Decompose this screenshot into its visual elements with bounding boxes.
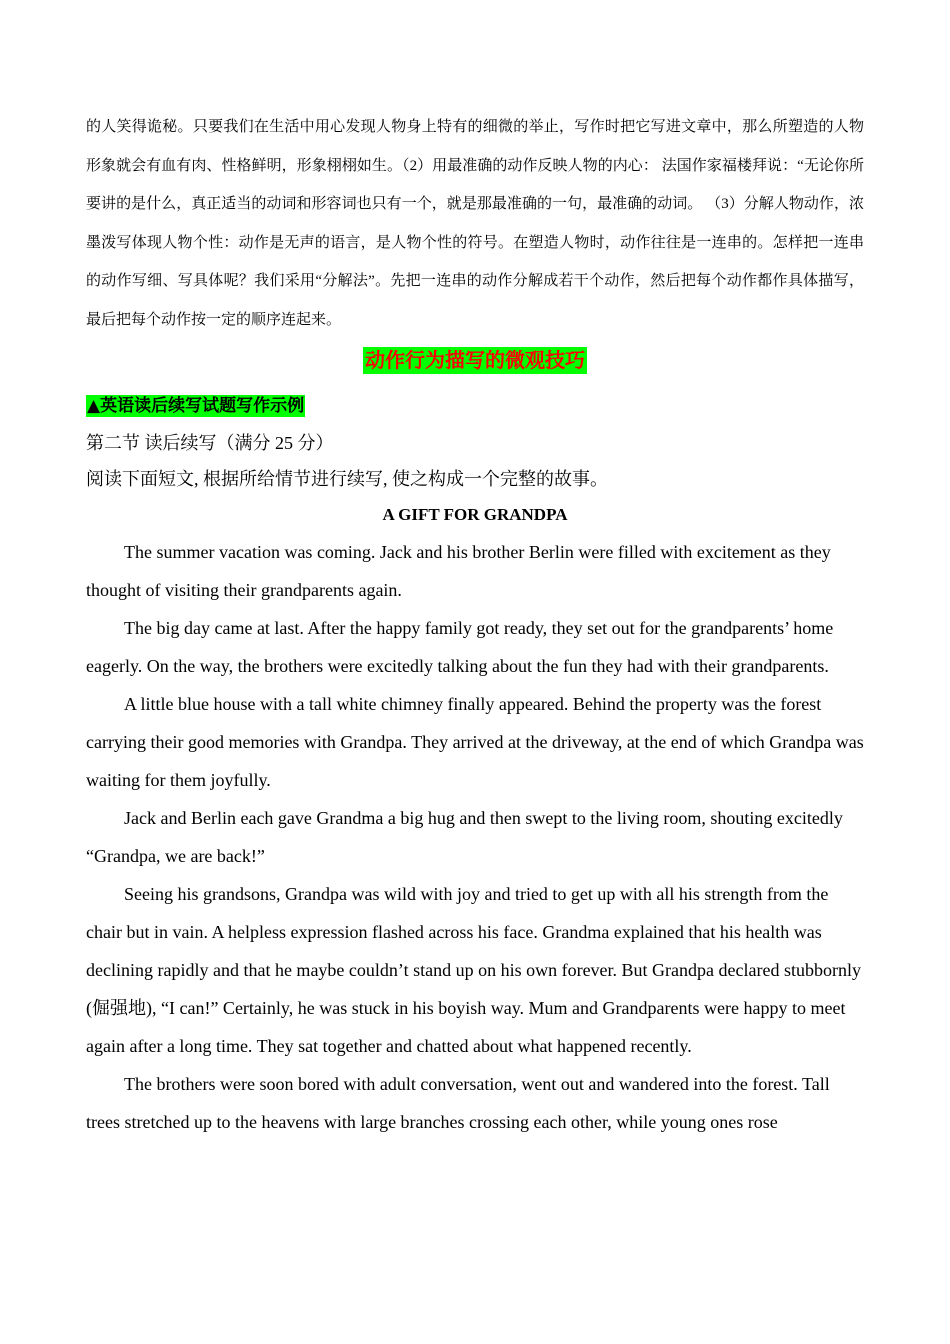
- section-heading: 动作行为描写的微观技巧: [365, 348, 585, 372]
- instruction-text: 阅读下面短文, 根据所给情节进行续写, 使之构成一个完整的故事。: [86, 469, 608, 489]
- example-heading: ▲英语读后续写试题写作示例: [87, 396, 305, 416]
- story-paragraph-6: The brothers were soon bored with adult conversation, went out and wandered into the forest. Tall trees stretched up to the heavens with large branches crossing each other, while young ones rose: [86, 1074, 830, 1132]
- story-title: A GIFT FOR GRANDPA: [382, 505, 568, 524]
- section-label: 第二节 读后续写（满分 25 分）: [86, 433, 334, 453]
- story-paragraph-2: The big day came at last. After the happy family got ready, they set out for the grandparents’ home eagerly. On the way, the brothers were excitedly talking about the fun they had with their grandparents.: [86, 618, 834, 676]
- intro-paragraph: 的人笑得诡秘。只要我们在生活中用心发现人物身上特有的细微的举止，写作时把它写进文章中，那么所塑造的人物形象就会有血有肉、性格鲜明，形象栩栩如生。（2）用最准确的动作反映人物的内心： 法国作家福楼拜说：“无论你所要讲的是什么，真正适当的动词和形容词也只有一个，就是那最准确的一句，最准确的动词。 （3）分解人物动作，浓墨泼写体现人物个性：动作是无声的语言，是人物个性的符号。在塑造人物时，动作往往是一连串的。怎样把一连串的动作写细、写具体呢？我们采用“分解法”。先把一连串的动作分解成若干个动作，然后把每个动作都作具体描写，最后把每个动作按一定的顺序连起来。: [86, 119, 864, 328]
- story-paragraph-5: Seeing his grandsons, Grandpa was wild with joy and tried to get up with all his strength from the chair but in vain. A helpless expression flashed across his face. Grandma explained that his health was declining rapidly and that he maybe couldn’t stand up on his own forever. But Grandpa declared stubbornly (倔强地), “I can!” Certainly, he was stuck in his boyish way. Mum and Grandparents were happy to meet again after a long time. They sat together and chatted about what happened recently.: [86, 884, 861, 1056]
- example-heading-row: [86, 395, 864, 425]
- story-body: [86, 533, 864, 1141]
- story-paragraph-1: The summer vacation was coming. Jack and his brother Berlin were filled with excitement as they thought of visiting their grandparents again.: [86, 542, 831, 600]
- story-paragraph-4: Jack and Berlin each gave Grandma a big hug and then swept to the living room, shouting excitedly “Grandpa, we are back!”: [86, 808, 843, 866]
- story-paragraph-3: A little blue house with a tall white chimney finally appeared. Behind the property was the forest carrying their good memories with Grandpa. They arrived at the driveway, at the end of which Grandpa was waiting for them joyfully.: [86, 694, 864, 790]
- document-page: [86, 108, 864, 1141]
- section-heading-row: [86, 347, 864, 387]
